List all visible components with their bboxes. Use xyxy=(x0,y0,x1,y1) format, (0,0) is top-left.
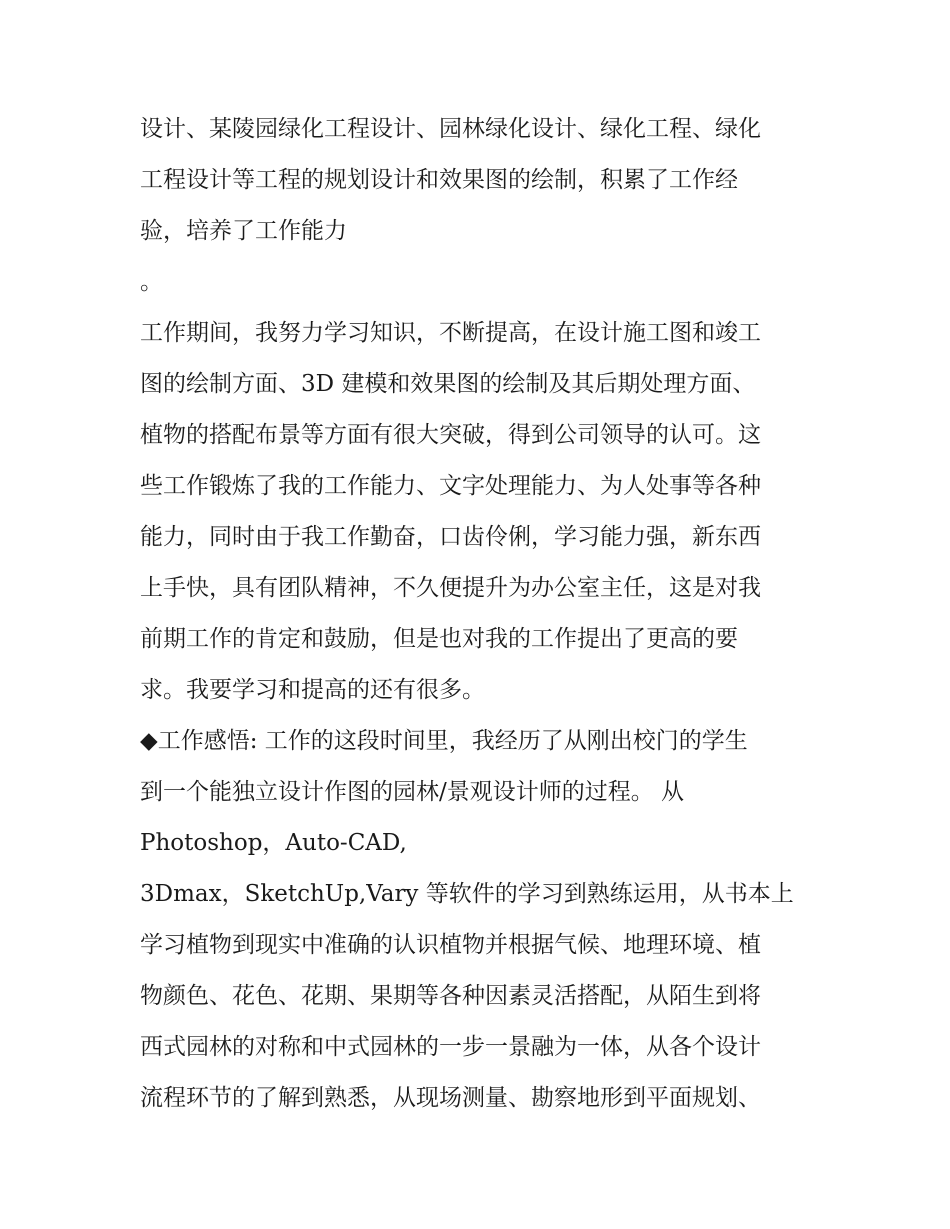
text-line: 些工作锻炼了我的工作能力、文字处理能力、为人处事等各种 xyxy=(140,473,761,499)
text-line: 。 xyxy=(140,269,163,295)
text-line: 3Dmax，SketchUp,Vary 等软件的学习到熟练运用，从书本上 xyxy=(140,881,794,907)
text-line: 前期工作的肯定和鼓励，但是也对我的工作提出了更高的要 xyxy=(140,626,738,652)
text-line: Photoshop，Auto-CAD, xyxy=(140,830,407,856)
text-line: 流程环节的了解到熟悉，从现场测量、勘察地形到平面规划、 xyxy=(140,1085,761,1111)
text-line: 西式园林的对称和中式园林的一步一景融为一体，从各个设计 xyxy=(140,1034,761,1060)
text-line: 求。我要学习和提高的还有很多。 xyxy=(140,677,485,703)
text-line: 能力，同时由于我工作勤奋，口齿伶俐，学习能力强，新东西 xyxy=(140,524,761,550)
text-line: 工作期间，我努力学习知识，不断提高，在设计施工图和竣工 xyxy=(140,320,761,346)
text-line: 上手快，具有团队精神，不久便提升为办公室主任，这是对我 xyxy=(140,575,761,601)
text-line: 物颜色、花色、花期、果期等各种因素灵活搭配，从陌生到将 xyxy=(140,983,761,1009)
text-line: 验，培养了工作能力 xyxy=(140,218,347,244)
body-text xyxy=(140,104,820,1124)
text-line: 设计、某陵园绿化工程设计、园林绿化设计、绿化工程、绿化 xyxy=(140,116,761,142)
text-line: 学习植物到现实中准确的认识植物并根据气候、地理环境、植 xyxy=(140,932,761,958)
text-line: 植物的搭配布景等方面有很大突破，得到公司领导的认可。这 xyxy=(140,422,761,448)
text-line: 工程设计等工程的规划设计和效果图的绘制，积累了工作经 xyxy=(140,167,738,193)
text-line: 图的绘制方面、3D 建模和效果图的绘制及其后期处理方面、 xyxy=(140,371,756,397)
text-line: ◆工作感悟: 工作的这段时间里，我经历了从刚出校门的学生 xyxy=(140,728,748,754)
text-line: 到一个能独立设计作图的园林/景观设计师的过程。 从 xyxy=(140,779,685,805)
